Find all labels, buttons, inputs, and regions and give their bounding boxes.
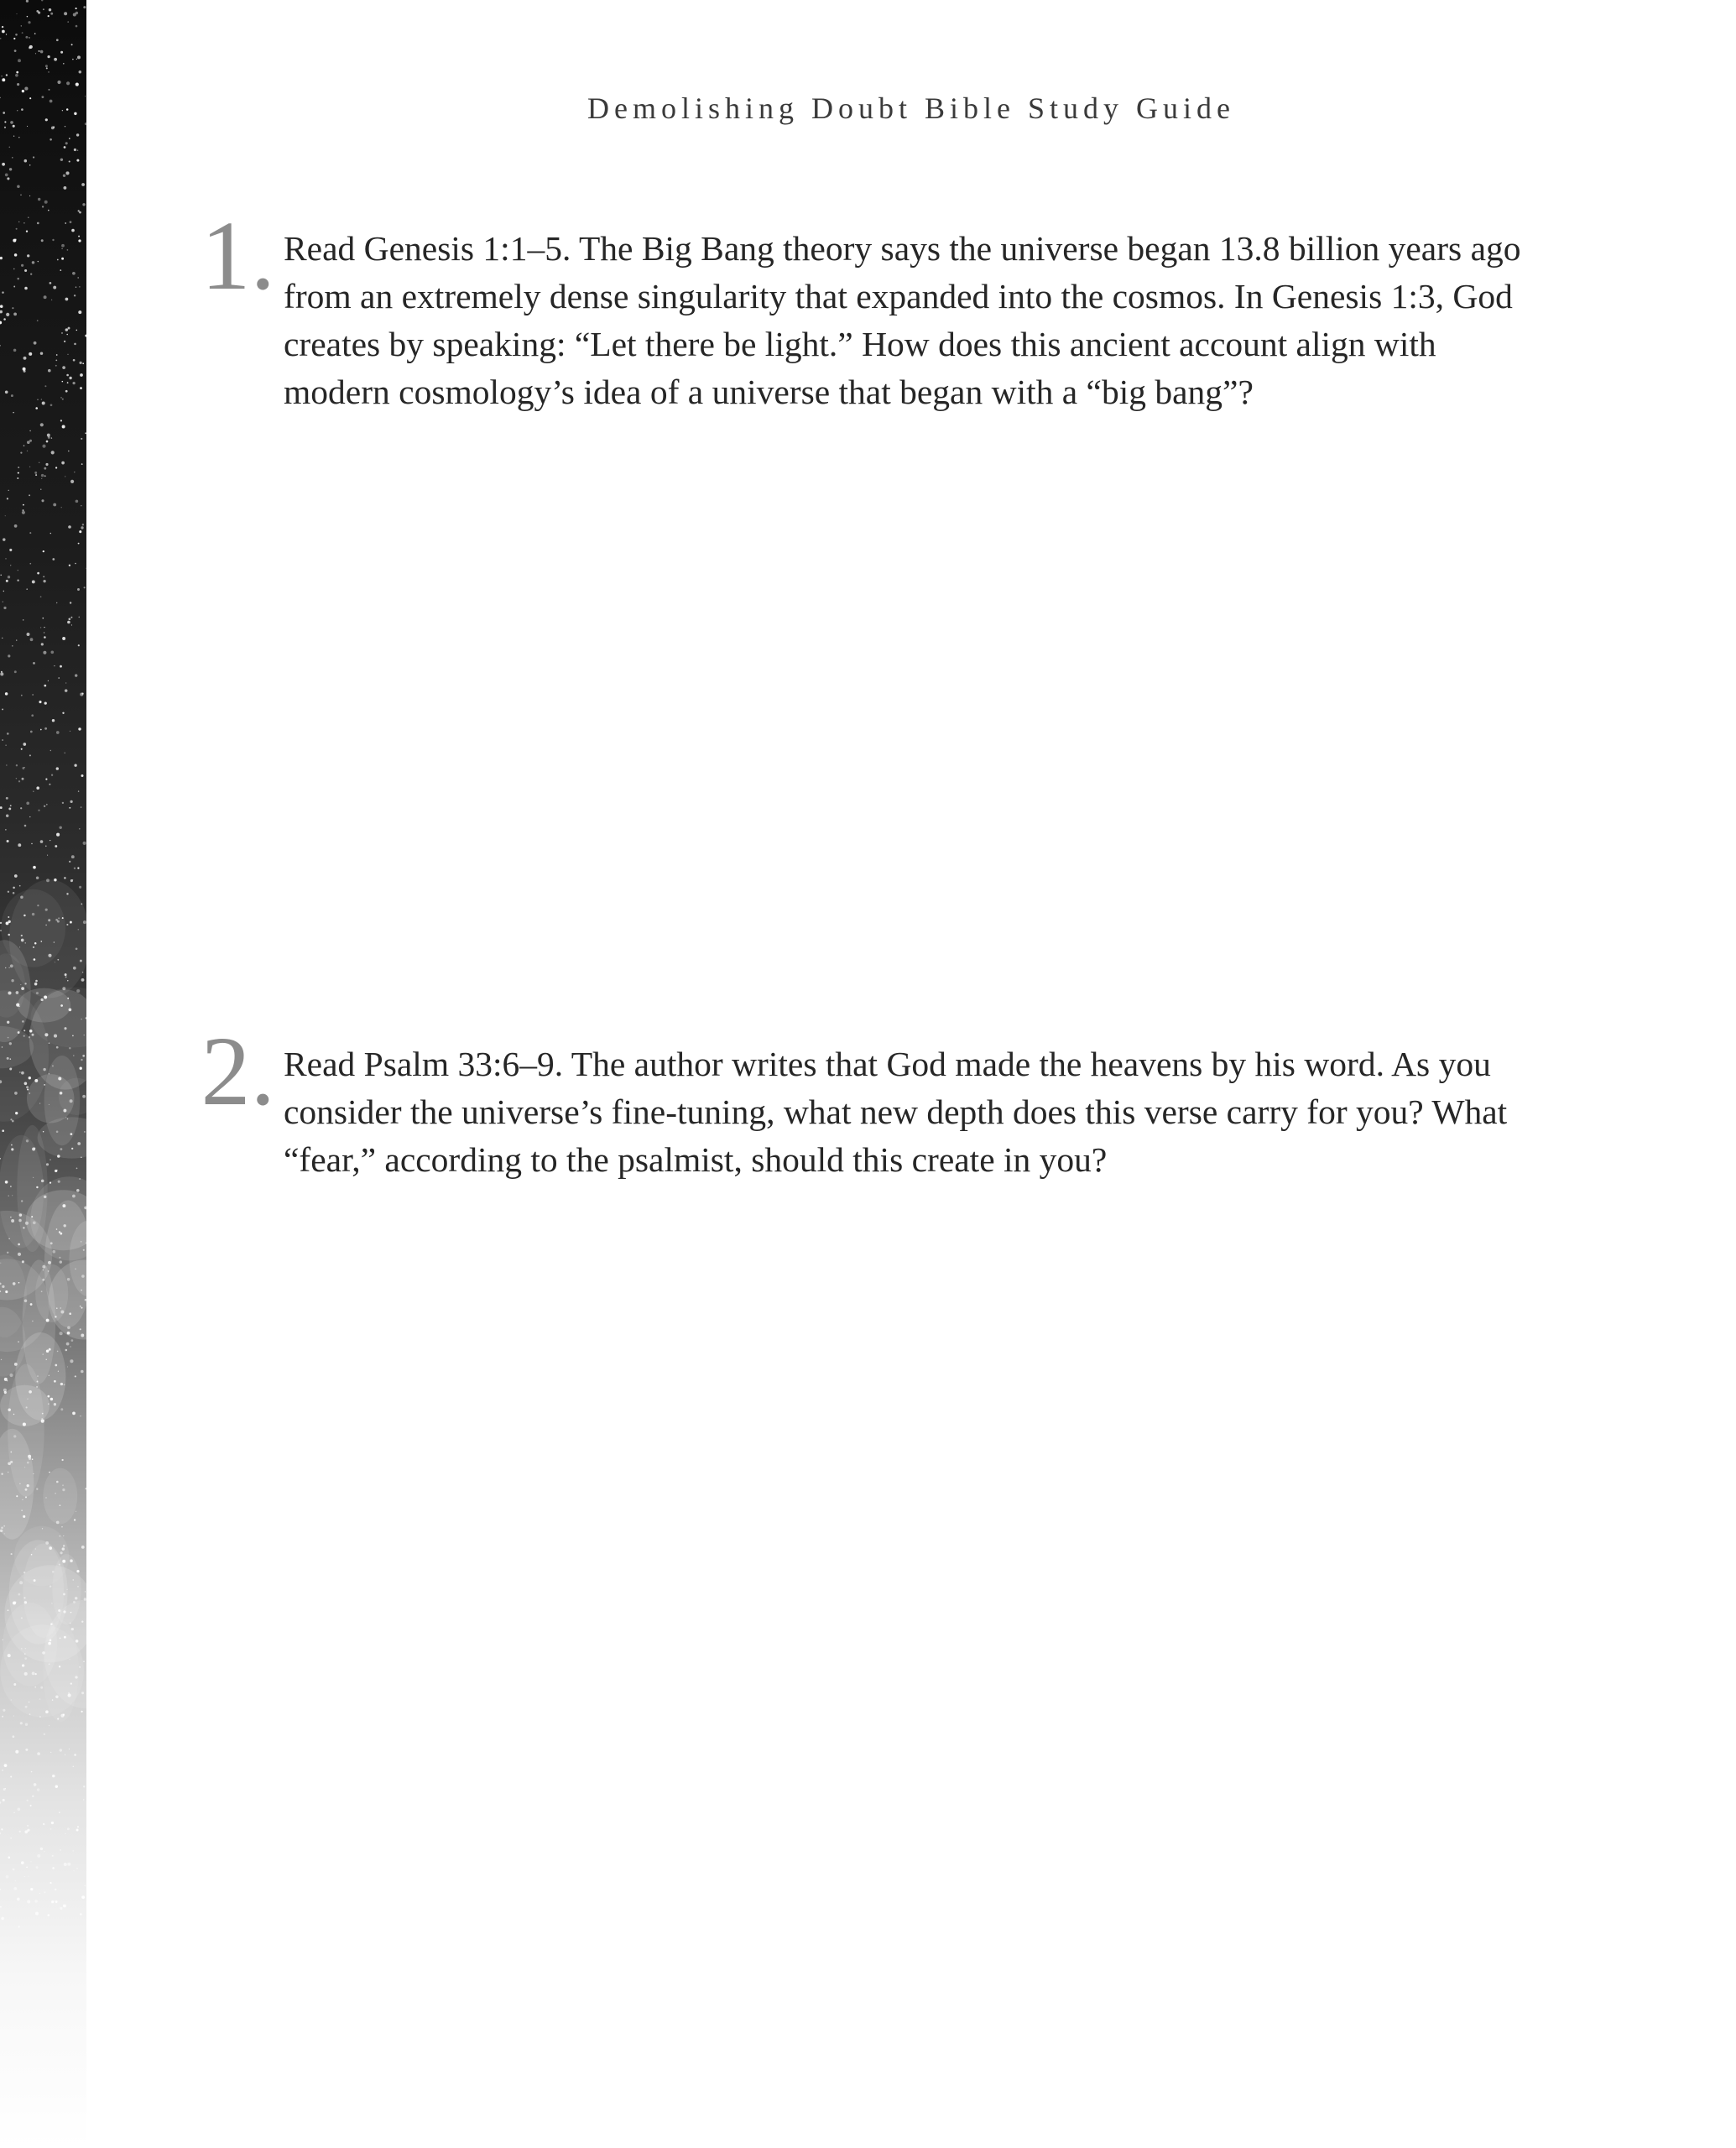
starfield-side-image — [0, 0, 86, 2148]
question-text: Read Psalm 33:6–9. The author writes that God made the heavens by his word. As you consider the universe’s fine-tuning, what new depth does this verse carry for you? What “fear,” according to the psalmist, should this create in you? — [284, 1045, 1508, 1179]
question-number: 1. — [201, 201, 275, 310]
running-header: Demolishing Doubt Bible Study Guide — [587, 91, 1235, 125]
question-number: 2. — [201, 1016, 275, 1126]
starfield-texture — [0, 0, 86, 2148]
question-text: Read Genesis 1:1–5. The Big Bang theory says the universe began 13.8 billion years ago from an extremely dense singularity that expanded into the cosmos. In Genesis 1:3, God creates by speaking: “Let there be light.” How does this ancient account align with modern cosmology’s idea of a universe that began with a “big bang”? — [284, 229, 1521, 411]
